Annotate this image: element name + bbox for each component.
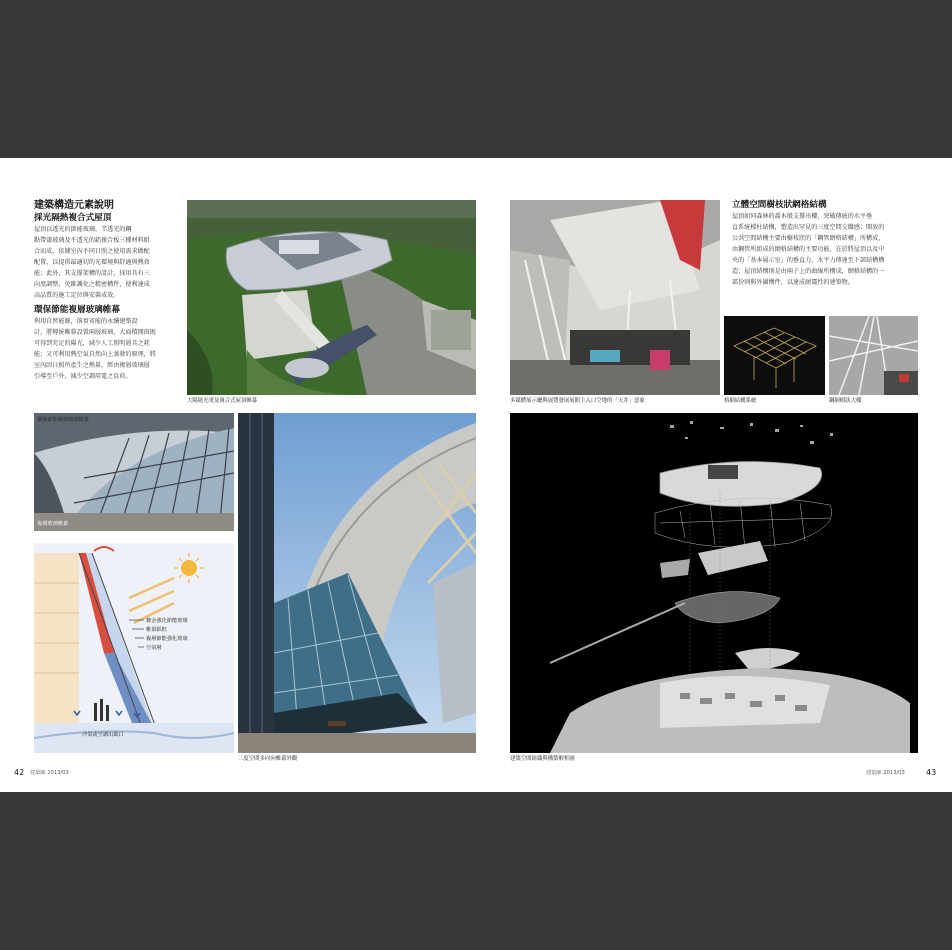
left-magazine-name: 建築師 2013/03 [30, 770, 69, 776]
diagram-label-3: 複層節能強化玻璃 [146, 636, 188, 642]
steel-branch-caption: 鋼網樹狀大樑 [829, 398, 862, 404]
magazine-spread [0, 158, 952, 792]
glass-facade-image [34, 413, 234, 531]
section-body-roof: 屋頂以透光的節能玻璃、半透光的鋼 點帶漆玻璃及不透光的鋁複合板三種材料組 合而成，依據室內不同日照之使用需求做配 配置，以提供最適切的光環境與舒適與熱效 能；此外，其支撐架構的設計，採用具有三 向度調整、免維護化之精密構件，使利達成 高品質的施工定位與安裝成效。 [34, 226, 150, 299]
aerial-photo [187, 200, 476, 395]
section-body-structure: 屋頂如同森林的喬木般支撐出樓，突破傳統的水平垂 直系統樑柱結構，塑造出罕見的三度空間交織感；開放的 公共空間結構主要由樹枝狀的「鋼管網格結構」所構成， 由鋼管所組成的網格結構的主要功能，在於將屋頂以及中 央的「基本展示室」的垂直力、水平力傳達至下部結構構 造；屋頂結構則是由兩子上的曲線所構成，網格結構的一 部份則與外圍構件，以達成耐震性的建築物。 [732, 213, 885, 286]
steel-branch-image [829, 316, 918, 395]
section-body-glass: 利用自然能源，落實省能的永續建築設 計，將傳統帷幕設置兩層玻璃，大面積開窗既 可得到充足的陽光，減少人工照明層具之耗 能；又可利用熱空氣自然向上蒸發的原理，將 室內因日照所產生之熱量，經由複層玻璃層 引導至戶外，減少空調用電之負荷。 [34, 318, 156, 380]
grid-structure-caption: 格網結構系統 [724, 398, 757, 404]
interior-atrium-photo [510, 200, 720, 395]
steel-branch-photo [829, 316, 918, 395]
double-skin-label: 環保節能複層玻璃帷幕 [37, 417, 89, 423]
glass-section-drawing [34, 543, 234, 753]
section-heading-structure: 立體空間樹枝狀網格結構 [732, 200, 827, 210]
section-heading-glass: 環保節能複層玻璃帷幕 [34, 305, 120, 315]
curved-facade-image [238, 413, 476, 753]
diagram-bottom-label: 冷氣或空調出風口 [82, 732, 124, 738]
curved-facade-caption: 三度空間多向向帷幕外觀 [238, 756, 298, 762]
axonometric-caption: 建築空間組織與構築解析圖 [510, 756, 575, 762]
right-page-number: 43 [926, 768, 937, 777]
right-magazine-name: 建築師 2013/03 [866, 770, 905, 776]
aerial-photo-caption: 大陽能光電及複合式屋頂帷幕 [187, 398, 258, 404]
double-skin-photo-label: 複層玻璃帷幕 [37, 521, 69, 527]
grid-structure-image [724, 316, 825, 395]
diagram-label-1: 鍍金強化節能玻璃 [146, 618, 188, 624]
exploded-axonometric-drawing [510, 413, 918, 753]
glass-section-diagram [34, 543, 234, 753]
aerial-photo-image [187, 200, 476, 395]
curved-facade-photo [238, 413, 476, 753]
section-heading-roof: 採光隔熱複合式屋頂 [34, 213, 112, 223]
left-page-number: 42 [14, 768, 25, 777]
interior-atrium-caption: 多媒體展示廳與展覽發展展館主入口空地的「天井」意象 [510, 398, 645, 404]
glass-facade-photo [34, 413, 234, 531]
exploded-axonometric [510, 413, 918, 753]
diagram-label-2: 帷幕鋁框 [146, 627, 167, 633]
diagram-label-4: 空氣層 [146, 645, 162, 651]
grid-structure-photo [724, 316, 825, 395]
interior-atrium-image [510, 200, 720, 395]
left-page-title: 建築構造元素說明 [34, 200, 114, 211]
